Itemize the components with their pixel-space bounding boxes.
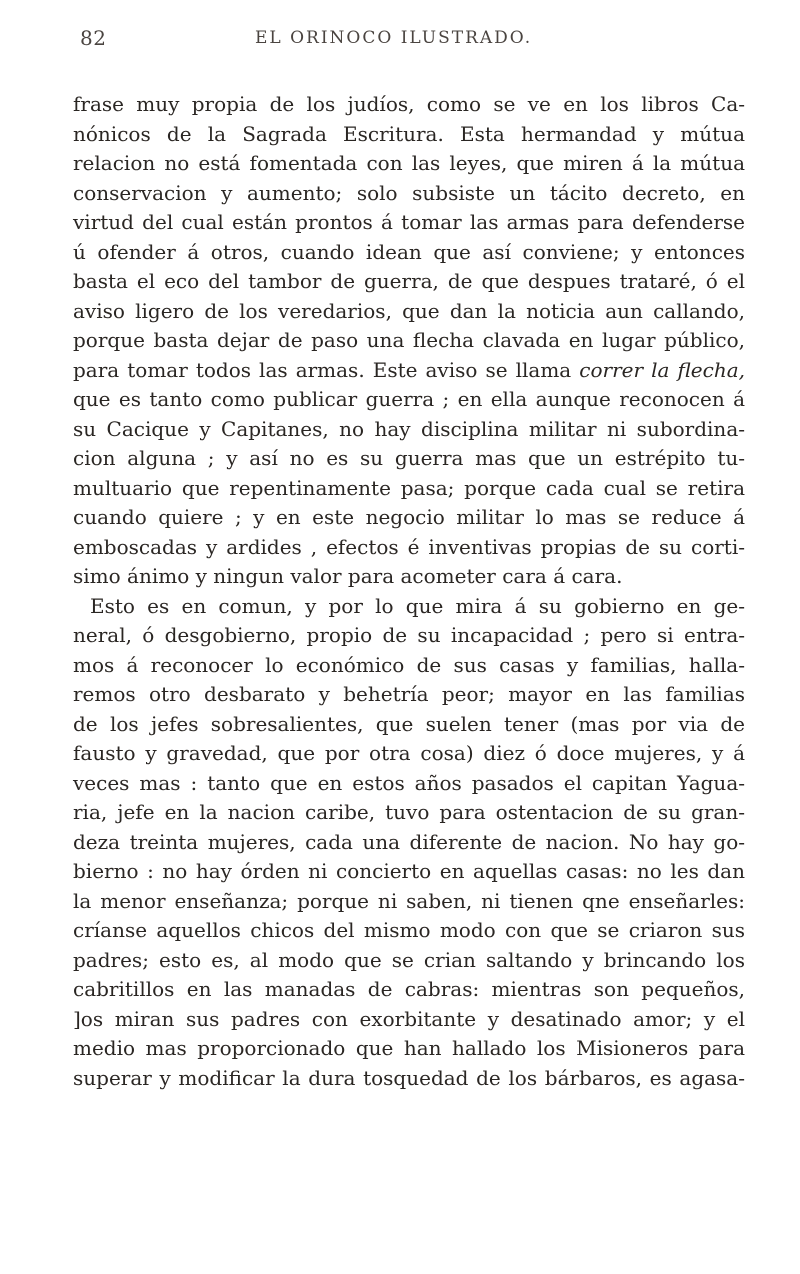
text-line: neral, ó desgobierno, propio de su incapacidad ; pero si entra- [73,623,745,647]
text-line: la menor enseñanza; porque ni saben, ni tienen qne enseñarles: [73,888,745,913]
page-number: 82 [80,26,107,50]
text-segment: para tomar todos las armas. Este aviso se llama [73,357,580,382]
text-line: emboscadas y ardides , efectos é inventivas propias de su corti- [73,534,745,559]
text-line: críanse aquellos chicos del mismo modo con que se criaron sus [73,918,745,942]
text-line: que es tanto como publicar guerra ; en ella aunque reconocen á [73,387,745,411]
text-line: padres; esto es, al modo que se crian saltando y brincando los [73,947,745,972]
page-header [80,26,720,60]
text-line: multuario que repentinamente pasa; porque cada cual se retira [73,475,745,500]
text-line: nónicos de la Sagrada Escritura. Esta hermandad y mútua [73,121,745,146]
text-line: mos á reconocer lo económico de sus casas y familias, halla- [73,652,745,677]
text-line: su Cacique y Capitanes, no hay disciplina militar ni subordina- [73,416,745,441]
italic-term: correr la flecha, [579,357,745,382]
paragraph-end-line: simo ánimo y ningun valor para acometer cara á cara. [73,564,623,588]
text-line: basta el eco del tambor de guerra, de que despues trataré, ó el [73,269,745,293]
text-line: cabritillos en las manadas de cabras: mientras son pequeños, [73,977,745,1001]
text-line: bierno : no hay órden ni concierto en aquellas casas: no les dan [73,859,745,883]
text-line: superar y modificar la dura tosquedad de los bárbaros, es agasa- [73,1065,745,1090]
text-line: cuando quiere ; y en este negocio militar lo mas se reduce á [73,505,745,529]
text-line: conservacion y aumento; solo subsiste un tácito decreto, en [73,180,745,205]
text-line: deza treinta mujeres, cada una diferente de nacion. No hay go- [73,829,745,854]
text-line: ]os miran sus padres con exorbitante y desatinado amor; y el [73,1006,745,1031]
text-line: fausto y gravedad, que por otra cosa) diez ó doce mujeres, y á [73,741,745,765]
text-line: ria, jefe en la nacion caribe, tuvo para ostentacion de su gran- [73,800,745,824]
running-title: EL ORINOCO ILUSTRADO. [255,28,533,48]
body-text [73,90,745,1093]
text-line: cion alguna ; y así no es su guerra mas que un estrépito tu- [73,446,745,470]
paragraph-start-line: Esto es en comun, y por lo que mira á su gobierno en ge- [90,593,745,618]
text-line: relacion no está fomentada con las leyes, que miren á la mútua [73,151,745,175]
text-line: aviso ligero de los veredarios, que dan la noticia aun callando, [73,298,745,323]
text-line: veces mas : tanto que en estos años pasados el capitan Yagua- [73,770,745,795]
text-line: ú ofender á otros, cuando idean que así conviene; y entonces [73,239,745,264]
text-line: de los jefes sobresalientes, que suelen tener (mas por via de [73,711,745,736]
text-line: porque basta dejar de paso una flecha clavada en lugar público, [73,328,745,352]
text-line: remos otro desbarato y behetría peor; mayor en las familias [73,682,745,706]
text-line: virtud del cual están prontos á tomar las armas para defenderse [73,210,745,234]
text-line: frase muy propia de los judíos, como se ve en los libros Ca- [73,92,745,116]
text-line-with-italic [73,356,745,386]
text-line: medio mas proporcionado que han hallado los Misioneros para [73,1036,745,1060]
